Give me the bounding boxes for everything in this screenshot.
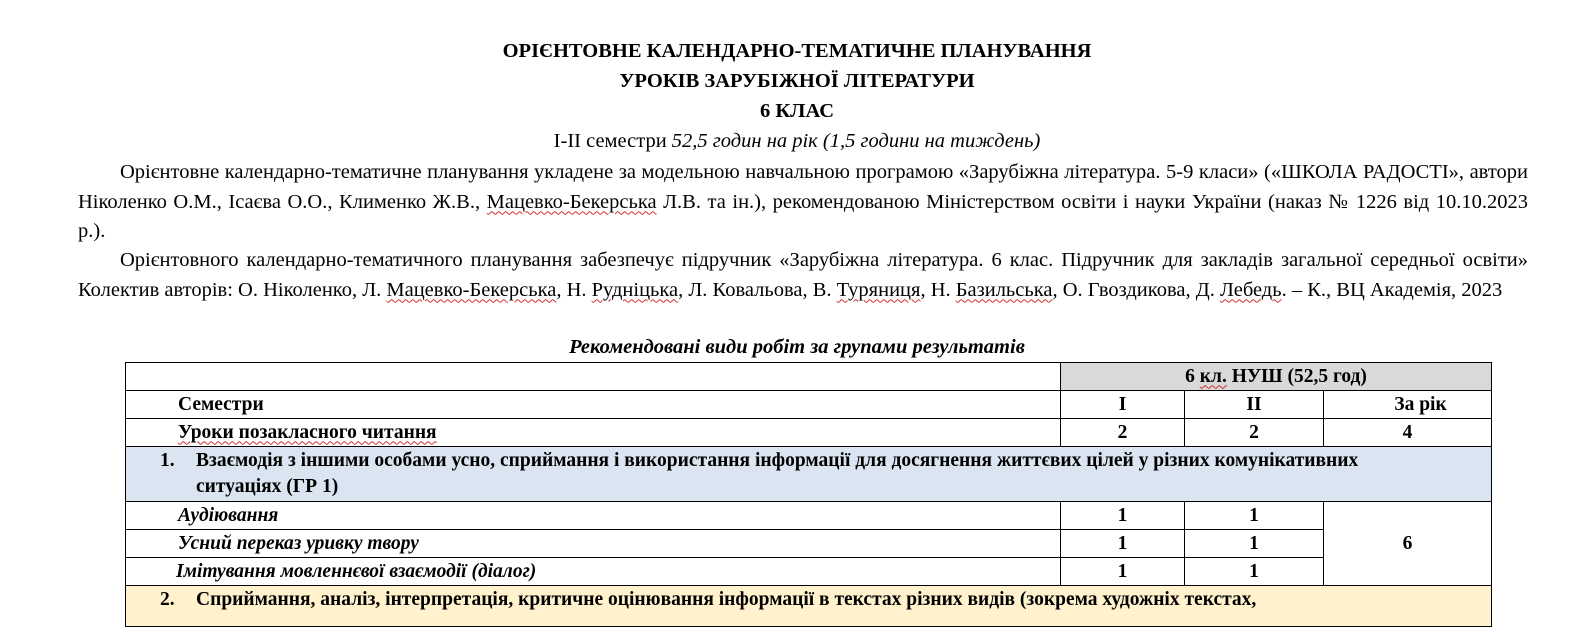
paragraph-textbook-wavy-d: Базильська [955, 278, 1053, 301]
paragraph-program [78, 158, 1528, 247]
paragraph-textbook-text-f: . – К., ВЦ Академія, 2023 [1281, 278, 1503, 301]
section-2-title: Сприймання, аналіз, інтерпретація, критичне оцінювання інформації в текстах різних видів (зокрема художніх текстах, [196, 589, 1257, 610]
table-row [126, 530, 1492, 558]
row-s2: 1 [1185, 530, 1324, 558]
row-s1: 1 [1061, 530, 1185, 558]
paragraph-program-wavy: Мацевко-Бекерська [486, 190, 657, 213]
section-1-year: 6 [1324, 502, 1492, 586]
extra-reading-s2: 2 [1185, 419, 1324, 447]
paragraph-textbook-text-c: , Л. Ковальова, В. [678, 278, 837, 301]
section-1-number: 1. [160, 450, 175, 471]
paragraph-textbook [78, 246, 1528, 305]
row-s1: 1 [1061, 558, 1185, 586]
semesters-prefix: I-II семестри [553, 130, 667, 152]
title-line-1: ОРІЄНТОВНЕ КАЛЕНДАРНО-ТЕМАТИЧНЕ ПЛАНУВАННЯ [502, 40, 1092, 62]
paragraph-textbook-text-d: , Н. [920, 278, 956, 301]
semesters-line [0, 130, 1594, 153]
extra-reading-s1: 2 [1061, 419, 1185, 447]
paragraph-textbook-wavy-e: Лебедь [1219, 278, 1282, 301]
header-empty-cell [126, 363, 1061, 391]
paragraph-textbook-wavy-c: Туряниця [836, 278, 921, 301]
header-group-cell [1061, 363, 1492, 391]
section-2-cell [126, 586, 1492, 627]
table-row [126, 391, 1492, 419]
table-caption: Рекомендовані види робіт за групами результатів [569, 336, 1025, 358]
title-line-3: 6 КЛАС [759, 100, 835, 122]
paragraph-textbook-text-a: Орієнтовного календарно-тематичного планування забезпечує підручник «Зарубіжна література. 6 клас. Підручник для закладів загальної середньої освіти» Колектив авторів: О. Ніколенко, Л. [78, 249, 1528, 301]
col-year: За рік [1324, 391, 1492, 419]
title-line-2: УРОКІВ ЗАРУБІЖНОЇ ЛІТЕРАТУРИ [619, 70, 975, 92]
table-row [126, 502, 1492, 530]
col-semester-1: I [1061, 391, 1185, 419]
paragraph-textbook-text-b: , Н. [556, 278, 592, 301]
section-2-row [126, 586, 1492, 627]
semesters-hours: 52,5 годин на рік (1,5 години на тиждень) [671, 130, 1041, 152]
col-label-cell: Семестри [126, 391, 1061, 419]
row-s2: 1 [1185, 502, 1324, 530]
extra-reading-year: 4 [1324, 419, 1492, 447]
section-1-row [126, 447, 1492, 502]
plan-table [125, 362, 1492, 627]
paragraph-program-text-b: Л.В. та ін.), рекомендованою Міністерством освіти і науки України (наказ № 1226 від 10.10.2023 р.). [78, 190, 1529, 242]
table-row [126, 419, 1492, 447]
row-s1: 1 [1061, 502, 1185, 530]
col-semester-2: II [1185, 391, 1324, 419]
paragraph-textbook-wavy-a: Мацевко-Бекерська [386, 278, 557, 301]
row-label: Аудіювання [126, 502, 1061, 530]
extra-reading-text: Уроки позакласного читання [178, 421, 437, 443]
extra-reading-label [126, 419, 1061, 447]
paragraph-program-text-a: Орієнтовне календарно-тематичне планування укладене за модельною навчальною програмою «Зарубіжна література. 5-9 класи» («ШКОЛА РАДОСТІ», автори Ніколенко О.М., Ісаєва О.О., Клименко Ж.В., [78, 161, 1528, 213]
section-1-title: Взаємодія з іншими особами усно, сприймання і використання інформації для досягнення життєвих цілей у різних комунікативних ситуаціях (ГР 1) [196, 450, 1359, 497]
table-header-row [126, 363, 1492, 391]
header-group-wavy: кл. [1199, 365, 1227, 387]
row-label: Імітування мовленнєвої взаємодії (діалог) [126, 558, 1061, 586]
paragraph-textbook-text-e: , О. Гвоздикова, Д. [1052, 278, 1220, 301]
row-s2: 1 [1185, 558, 1324, 586]
row-label: Усний переказ уривку твору [126, 530, 1061, 558]
table-row [126, 558, 1492, 586]
header-group-text: 6 кл. НУШ (52,5 год) [1185, 365, 1367, 387]
section-1-cell [126, 447, 1492, 502]
section-2-number: 2. [160, 589, 175, 610]
paragraph-textbook-wavy-b: Рудніцька [591, 278, 679, 301]
